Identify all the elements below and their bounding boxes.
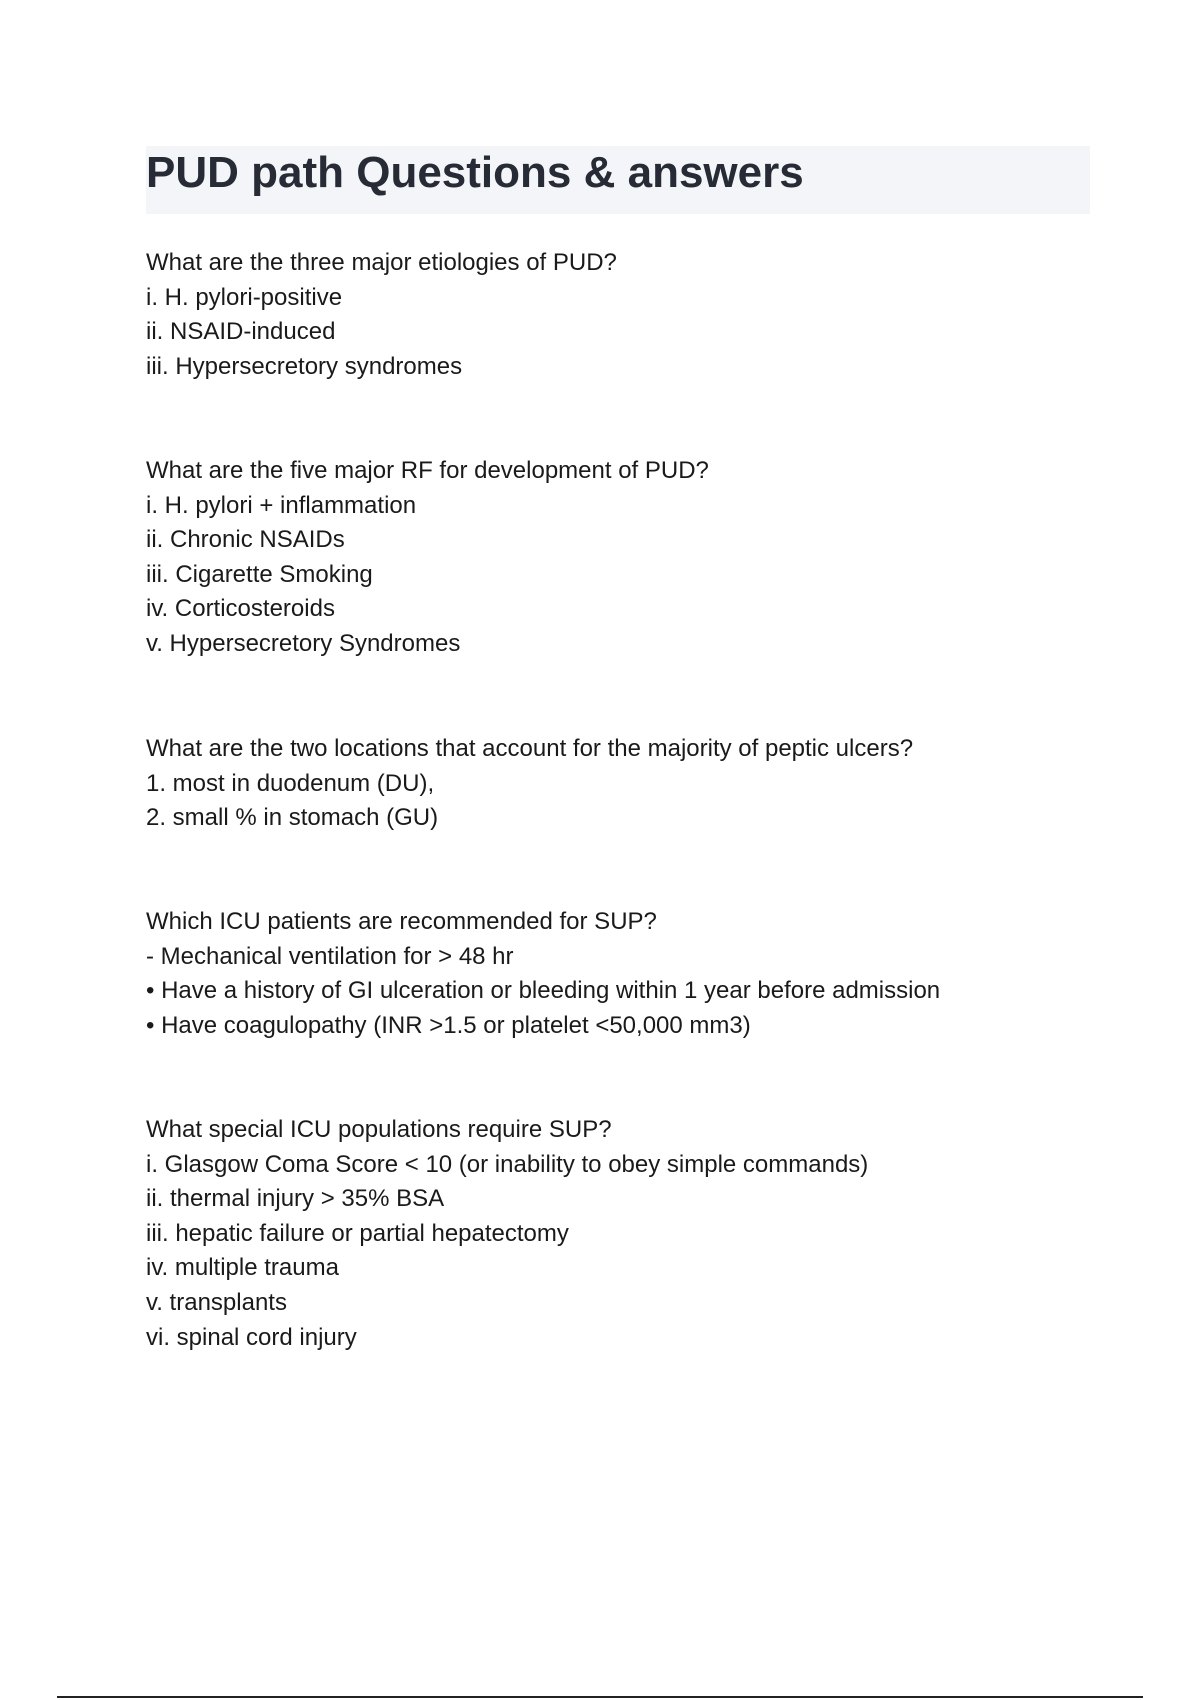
answer-item: ii. thermal injury > 35% BSA	[146, 1185, 445, 1213]
answer-item: • Have coagulopathy (INR >1.5 or platelet <50,000 mm3)	[146, 1011, 751, 1039]
answer-item: iii. Hypersecretory syndromes	[146, 352, 463, 380]
question-text: What are the two locations that account for the majority of peptic ulcers?	[146, 735, 914, 762]
answer-item: 1. most in duodenum (DU),	[146, 769, 435, 797]
footer-divider	[57, 1696, 1143, 1698]
answer-item: v. transplants	[146, 1288, 287, 1316]
answer-item: v. Hypersecretory Syndromes	[146, 629, 461, 657]
question-text: Which ICU patients are recommended for SUP?	[146, 908, 657, 935]
page-title: PUD path Questions & answers	[146, 148, 804, 197]
answer-item: • Have a history of GI ulceration or bleeding within 1 year before admission	[146, 977, 941, 1005]
answer-item: iv. multiple trauma	[146, 1254, 339, 1282]
answer-item: iv. Corticosteroids	[146, 595, 335, 623]
question-text: What special ICU populations require SUP?	[146, 1116, 612, 1143]
question-text: What are the five major RF for development of PUD?	[146, 457, 709, 484]
answer-item: iii. Cigarette Smoking	[146, 560, 373, 588]
answer-item: i. H. pylori + inflammation	[146, 491, 417, 519]
question-text: What are the three major etiologies of PUD?	[146, 249, 617, 276]
answer-item: ii. NSAID-induced	[146, 318, 336, 346]
qa-section-risk-factors	[146, 454, 1096, 662]
answer-item: i. H. pylori-positive	[146, 283, 343, 311]
qa-section-etiologies	[146, 246, 1096, 384]
answer-item: 2. small % in stomach (GU)	[146, 804, 439, 832]
qa-section-ulcer-locations	[146, 732, 1096, 836]
answer-item: vi. spinal cord injury	[146, 1323, 357, 1351]
answer-item: iii. hepatic failure or partial hepatectomy	[146, 1219, 569, 1247]
answer-item: ii. Chronic NSAIDs	[146, 526, 345, 554]
qa-section-icu-sup-recommended	[146, 905, 1096, 1043]
qa-section-special-populations	[146, 1113, 1096, 1355]
answer-item: i. Glasgow Coma Score < 10 (or inability to obey simple commands)	[146, 1150, 869, 1178]
answer-item: - Mechanical ventilation for > 48 hr	[146, 942, 514, 970]
